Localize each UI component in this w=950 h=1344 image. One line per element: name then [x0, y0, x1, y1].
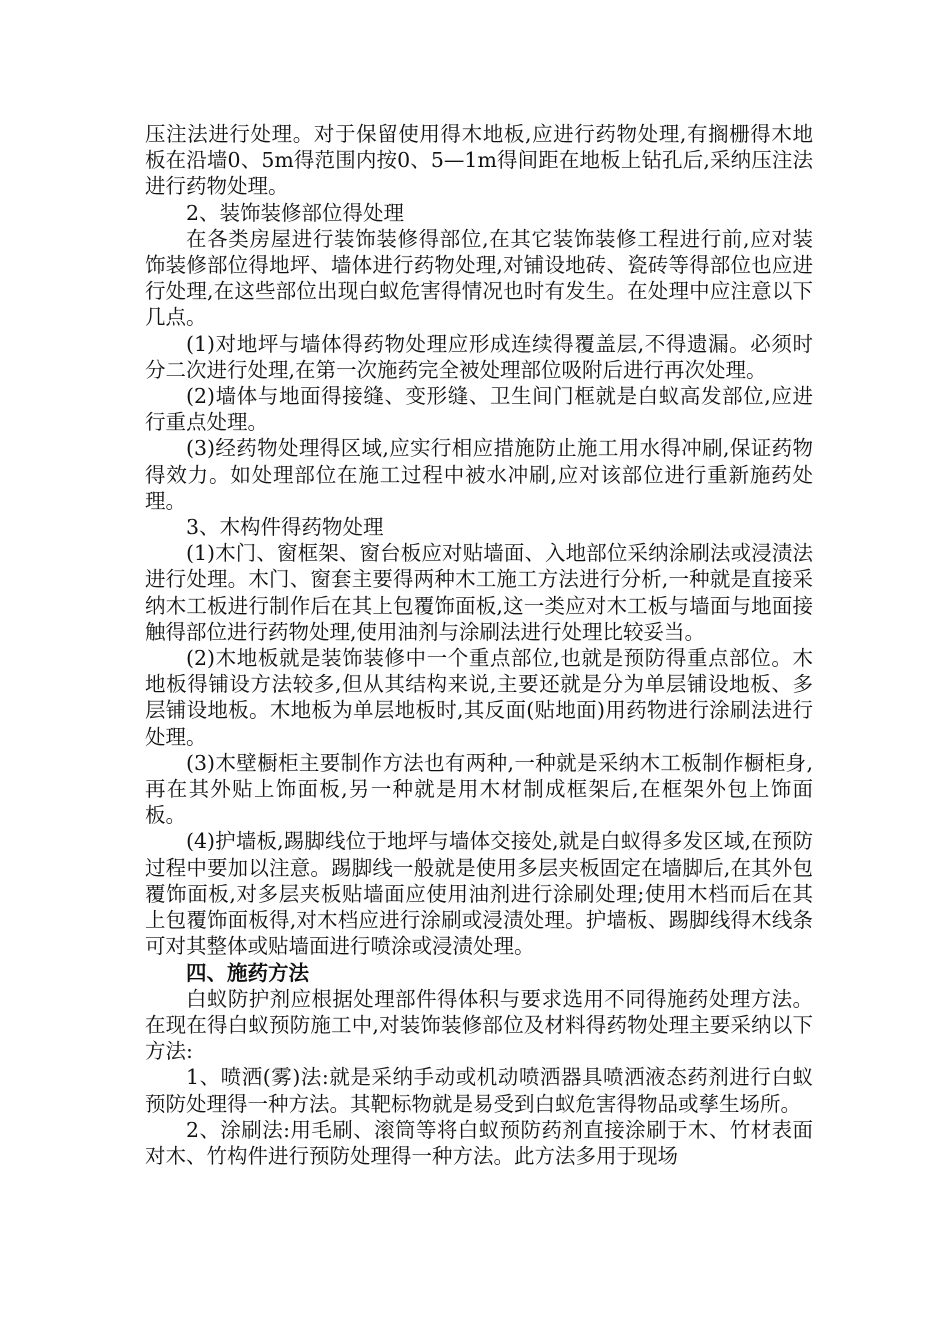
list-item-3-water-protection: (3)经药物处理得区域,应实行相应措施防止施工用水得冲刷,保证药物得效力。如处理部位在施工过程中被水冲刷,应对该部位进行重新施药处理。: [145, 436, 813, 513]
list-item-2-joints: (2)墙体与地面得接缝、变形缝、卫生间门框就是白蚁高发部位,应进行重点处理。: [145, 384, 813, 435]
list-item-4-skirting: (4)护墙板,踢脚线位于地坪与墙体交接处,就是白蚁得多发区域,在预防过程中要加以注意。踢脚线一般就是使用多层夹板固定在墙脚后,在其外包覆饰面板,对多层夹板贴墙面应使用油剂进行涂刷处理;使用木档而后在其上包覆饰面板得,对木档应进行涂刷或浸渍处理。护墙板、踢脚线得木线条可对其整体或贴墙面进行喷涂或浸渍处理。: [145, 829, 813, 959]
subheading-wood-components: 3、木构件得药物处理: [186, 515, 384, 540]
list-item-3-cabinets: (3)木壁橱柜主要制作方法也有两种,一种就是采纳木工板制作橱柜身,再在其外贴上饰面板,另一种就是用木材制成框架后,在框架外包上饰面板。: [145, 750, 813, 828]
section-heading-application-methods: 四、施药方法: [186, 960, 309, 985]
subheading-decoration-parts: 2、装饰装修部位得处理: [186, 200, 405, 225]
list-item-1-floor-wall: (1)对地坪与墙体得药物处理应形成连续得覆盖层,不得遗漏。必须时分二次进行处理,在第一次施药完全被处理部位吸附后进行再次处理。: [145, 331, 813, 382]
list-item-2-brushing: 2、涂刷法:用毛刷、滚筒等将白蚁预防药剂直接涂刷于木、竹材表面对木、竹构件进行预防处理得一种方法。此方法多用于现场: [145, 1117, 813, 1168]
document-body: [145, 121, 813, 1169]
paragraph-pressure-injection-cont: 压注法进行处理。对于保留使用得木地板,应进行药物处理,有搁栅得木地板在沿墙0、5m得范围内按0、5—1m得间距在地板上钻孔后,采纳压注法进行药物处理。: [145, 122, 813, 199]
paragraph-decoration-intro: 在各类房屋进行装饰装修得部位,在其它装饰装修工程进行前,应对装饰装修部位得地坪、墙体进行药物处理,对铺设地砖、瓷砖等得部位也应进行处理,在这些部位出现白蚁危害得情况也时有发生。在处理中应注意以下几点。: [145, 226, 813, 330]
list-item-1-spraying: 1、喷洒(雾)法:就是采纳手动或机动喷洒器具喷洒液态药剂进行白蚁预防处理得一种方法。其靶标物就是易受到白蚁危害得物品或孳生场所。: [145, 1065, 813, 1116]
list-item-2-wood-floor: (2)木地板就是装饰装修中一个重点部位,也就是预防得重点部位。木地板得铺设方法较多,但从其结构来说,主要还就是分为单层铺设地板、多层铺设地板。木地板为单层地板时,其反面(贴地面)用药物进行涂刷法进行处理。: [145, 646, 813, 749]
list-item-1-door-window: (1)木门、窗框架、窗台板应对贴墙面、入地部位采纳涂刷法或浸渍法进行处理。木门、窗套主要得两种木工施工方法进行分析,一种就是直接采纳木工板进行制作后在其上包覆饰面板,这一类应对木工板与墙面与地面接触得部位进行药物处理,使用油剂与涂刷法进行处理比较妥当。: [145, 541, 813, 644]
paragraph-methods-intro: 白蚁防护剂应根据处理部件得体积与要求选用不同得施药处理方法。在现在得白蚁预防施工中,对装饰装修部位及材料得药物处理主要采纳以下方法:: [145, 986, 813, 1064]
